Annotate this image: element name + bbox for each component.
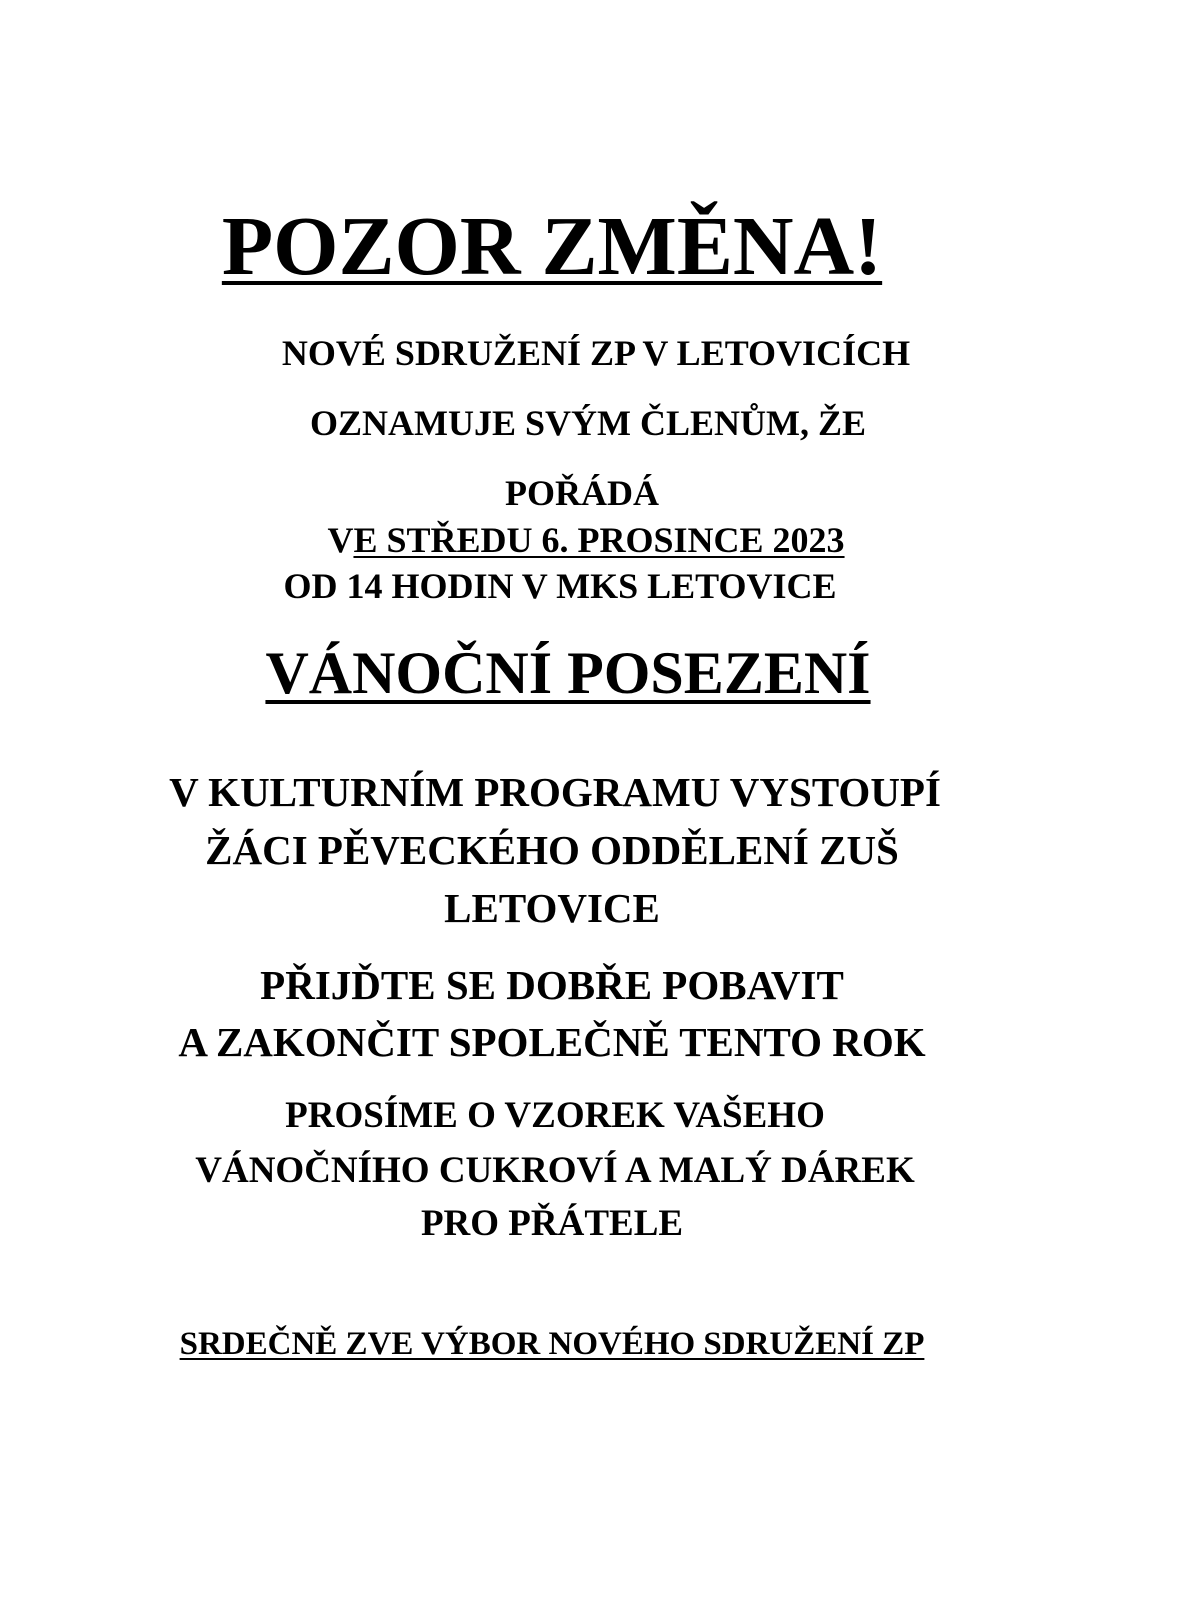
event-date: [0, 522, 1186, 558]
intro-line-1: NOVÉ SDRUŽENÍ ZP V LETOVICÍCH: [281, 333, 911, 373]
program-line-2: ŽÁCI PĚVECKÉHO ODDĚLENÍ ZUŠ: [205, 827, 899, 873]
event-date-underlined: E STŘEDU 6. PROSINCE 2023: [353, 520, 845, 560]
request-line-1: PROSÍME O VZOREK VAŠEHO: [285, 1095, 825, 1136]
event-date-prefix: V: [327, 520, 354, 560]
signature: SRDEČNĚ ZVE VÝBOR NOVÉHO SDRUŽENÍ ZP: [179, 1326, 925, 1362]
invite-line-2: A ZAKONČIT SPOLEČNĚ TENTO ROK: [178, 1019, 926, 1065]
headline: POZOR ZMĚNA!: [221, 200, 883, 293]
invite-line-1: PŘIJĎTE SE DOBŘE POBAVIT: [260, 962, 844, 1008]
request-line-2: VÁNOČNÍHO CUKROVÍ A MALÝ DÁREK: [195, 1150, 915, 1191]
event-time-place: OD 14 HODIN V MKS LETOVICE: [283, 566, 837, 606]
event-title: VÁNOČNÍ POSEZENÍ: [265, 640, 871, 706]
intro-line-3: POŘÁDÁ: [505, 473, 659, 513]
intro-line-2: OZNAMUJE SVÝM ČLENŮM, ŽE: [309, 403, 866, 443]
request-line-3: PRO PŘÁTELE: [420, 1203, 684, 1244]
program-line-3: LETOVICE: [444, 885, 660, 931]
program-line-1: V KULTURNÍM PROGRAMU VYSTOUPÍ: [169, 769, 941, 815]
